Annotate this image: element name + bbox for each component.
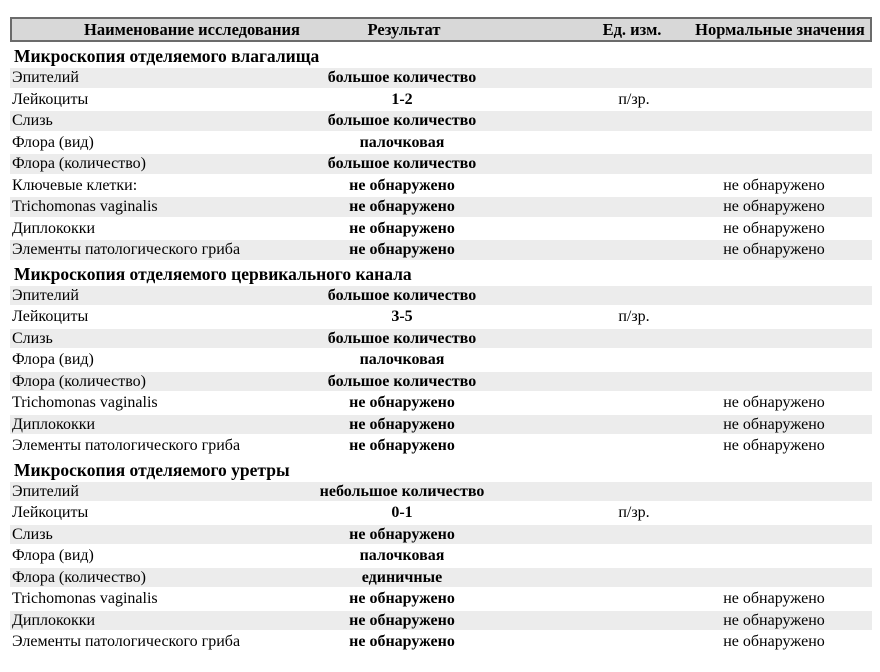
normal-value-cell (676, 482, 872, 502)
table-row (10, 329, 872, 351)
result-cell: большое количество (327, 286, 477, 304)
normal-value-cell (676, 286, 872, 306)
result-cell: не обнаружено (349, 590, 455, 607)
table-row (10, 482, 872, 504)
table-row (10, 415, 872, 437)
unit-cell (592, 546, 676, 566)
normal-value-cell (676, 111, 872, 131)
table-row (10, 111, 872, 133)
result-cell: палочковая (359, 351, 445, 368)
test-name-cell: Ключевые клетки: (12, 176, 138, 194)
test-name-cell: Эпителий (12, 482, 79, 500)
normal-value-cell: не обнаружено (723, 394, 825, 411)
table-row (10, 611, 872, 633)
unit-cell (592, 415, 676, 435)
unit-cell (592, 197, 676, 217)
test-name-cell: Слизь (12, 112, 53, 129)
result-cell: палочковая (359, 133, 445, 151)
unit-cell (592, 176, 676, 196)
test-name-cell: Элементы патологического гриба (12, 241, 241, 258)
table-row (10, 176, 872, 198)
test-name-cell: Слизь (12, 329, 53, 347)
result-cell: не обнаружено (349, 198, 455, 215)
test-name-cell: Лейкоциты (12, 504, 89, 521)
result-cell: палочковая (359, 547, 445, 564)
column-header-normal-values: Нормальные значения (695, 20, 865, 39)
normal-value-cell (676, 133, 872, 153)
table-row (10, 393, 872, 415)
normal-value-cell: не обнаружено (723, 176, 825, 194)
unit-cell (592, 436, 676, 456)
test-name-cell: Диплококки (12, 219, 96, 237)
unit-cell (592, 68, 676, 88)
result-cell: не обнаружено (349, 394, 455, 411)
table-row (10, 503, 872, 525)
unit-cell (592, 632, 676, 652)
normal-value-cell: не обнаружено (723, 633, 825, 650)
table-row (10, 133, 872, 155)
result-cell: 3-5 (391, 308, 413, 325)
result-cell: 1-2 (391, 90, 413, 108)
test-name-cell: Флора (количество) (12, 372, 146, 390)
normal-value-cell (676, 329, 872, 349)
normal-value-cell: не обнаружено (723, 590, 825, 607)
unit-cell (592, 393, 676, 413)
unit-cell (592, 482, 676, 502)
result-cell: большое количество (327, 372, 477, 390)
normal-value-cell (676, 90, 872, 110)
unit-cell (592, 568, 676, 588)
result-cell: не обнаружено (349, 437, 455, 454)
table-row (10, 286, 872, 308)
unit-cell (592, 240, 676, 260)
test-name-cell: Эпителий (12, 69, 79, 86)
table-row (10, 68, 872, 90)
test-name-cell: Слизь (12, 525, 53, 543)
result-cell: не обнаружено (349, 525, 455, 543)
unit-cell: п/зр. (618, 308, 650, 325)
result-cell: большое количество (327, 112, 477, 129)
table-row (10, 372, 872, 394)
result-cell: большое количество (327, 69, 477, 86)
normal-value-cell (676, 546, 872, 566)
unit-cell (592, 154, 676, 174)
result-cell: большое количество (327, 329, 477, 347)
unit-cell (592, 219, 676, 239)
normal-value-cell (676, 503, 872, 523)
table-row (10, 546, 872, 568)
test-name-cell: Флора (количество) (12, 155, 146, 172)
normal-value-cell (676, 525, 872, 545)
test-name-cell: Эпителий (12, 286, 79, 304)
normal-value-cell: не обнаружено (723, 611, 825, 629)
test-name-cell: Диплококки (12, 611, 96, 629)
table-row (10, 568, 872, 590)
test-name-cell: Флора (вид) (12, 133, 94, 151)
table-row (10, 589, 872, 611)
unit-cell (592, 372, 676, 392)
test-name-cell: Лейкоциты (12, 308, 89, 325)
normal-value-cell (676, 154, 872, 174)
normal-value-cell (676, 372, 872, 392)
table-row (10, 436, 872, 458)
result-cell: не обнаружено (349, 633, 455, 650)
normal-value-cell: не обнаружено (723, 415, 825, 433)
normal-value-cell: не обнаружено (723, 219, 825, 237)
column-header-test-name: Наименование исследования (84, 20, 300, 39)
column-header-units: Ед. изм. (602, 20, 662, 39)
normal-value-cell (676, 307, 872, 327)
section-title: Микроскопия отделяемого цервикального канала (14, 263, 412, 284)
unit-cell (592, 111, 676, 131)
unit-cell (592, 286, 676, 306)
unit-cell: п/зр. (618, 504, 650, 521)
unit-cell (592, 589, 676, 609)
result-cell: не обнаружено (349, 611, 455, 629)
test-name-cell: Флора (количество) (12, 568, 146, 586)
test-name-cell: Флора (вид) (12, 351, 94, 368)
test-name-cell: Trichomonas vaginalis (12, 198, 158, 215)
test-name-cell: Trichomonas vaginalis (12, 590, 158, 607)
table-row (10, 197, 872, 219)
test-name-cell: Элементы патологического гриба (12, 633, 241, 650)
result-cell: не обнаружено (349, 176, 455, 194)
lab-results-table (10, 17, 872, 654)
section-title: Микроскопия отделяемого уретры (14, 459, 290, 480)
table-row (10, 307, 872, 329)
table-row (10, 154, 872, 176)
column-header-result: Результат (367, 20, 441, 39)
result-cell: единичные (361, 568, 443, 586)
normal-value-cell: не обнаружено (723, 241, 825, 258)
test-name-cell: Диплококки (12, 415, 96, 433)
table-row (10, 240, 872, 262)
table-header-row (10, 17, 872, 42)
table-row (10, 525, 872, 547)
result-cell: не обнаружено (349, 415, 455, 433)
unit-cell: п/зр. (618, 90, 650, 108)
normal-value-cell (676, 568, 872, 588)
unit-cell (592, 611, 676, 631)
result-cell: 0-1 (391, 504, 413, 521)
table-row (10, 90, 872, 112)
normal-value-cell (676, 350, 872, 370)
table-row (10, 350, 872, 372)
table-row (10, 219, 872, 241)
unit-cell (592, 525, 676, 545)
result-cell: не обнаружено (349, 241, 455, 258)
test-name-cell: Лейкоциты (12, 90, 89, 108)
normal-value-cell: не обнаружено (723, 198, 825, 215)
result-cell: небольшое количество (319, 482, 485, 500)
unit-cell (592, 133, 676, 153)
table-row (10, 632, 872, 654)
test-name-cell: Trichomonas vaginalis (12, 394, 158, 411)
table-body (10, 44, 872, 654)
normal-value-cell: не обнаружено (723, 437, 825, 454)
section-title: Микроскопия отделяемого влагалища (14, 46, 320, 66)
test-name-cell: Элементы патологического гриба (12, 437, 241, 454)
test-name-cell: Флора (вид) (12, 547, 94, 564)
result-cell: не обнаружено (349, 219, 455, 237)
normal-value-cell (676, 68, 872, 88)
unit-cell (592, 350, 676, 370)
unit-cell (592, 329, 676, 349)
result-cell: большое количество (327, 155, 477, 172)
